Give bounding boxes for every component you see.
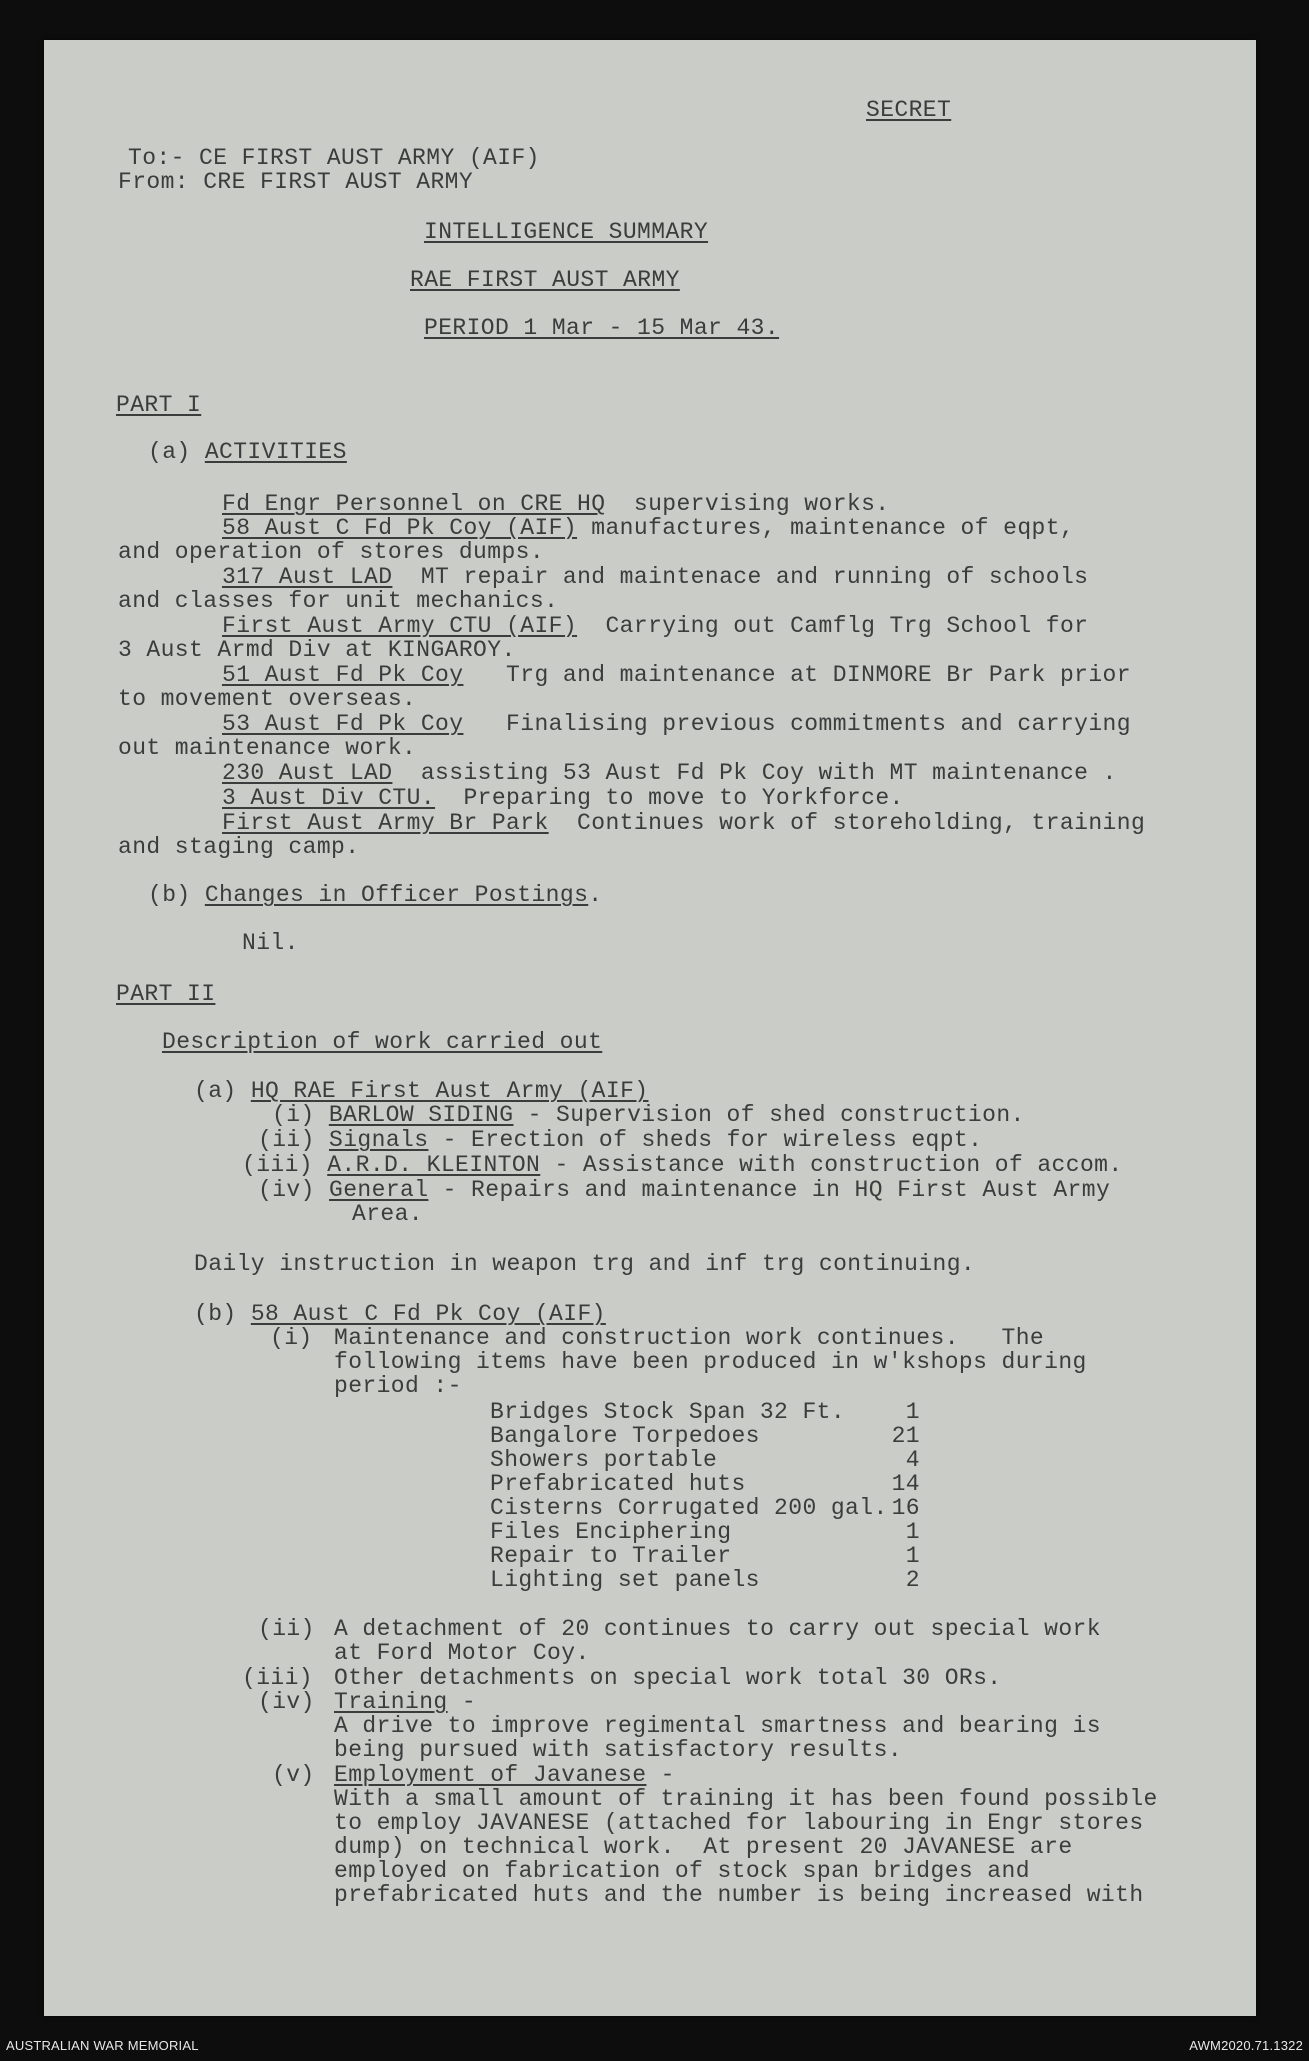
work-description-heading: Description of work carried out (162, 1029, 603, 1055)
produced-item: Files Enciphering (490, 1519, 732, 1545)
paragraph-line: dump) on technical work. At present 20 JAVANESE are (334, 1834, 1073, 1860)
hq-item: (iii) A.R.D. KLEINTON - Assistance with construction of accom. (242, 1152, 1123, 1178)
part-one-heading: PART I (116, 392, 202, 418)
produced-item: Bangalore Torpedoes (490, 1423, 760, 1449)
classification-marking: SECRET (866, 97, 952, 123)
produced-qty: 1 (905, 1543, 920, 1569)
paragraph-line: Other detachments on special work total 30 ORs. (334, 1665, 1002, 1691)
item-number: (ii) (258, 1616, 315, 1642)
from-line: From: CRE FIRST AUST ARMY (118, 169, 474, 195)
produced-item: Showers portable (490, 1447, 718, 1473)
hq-item-continuation: Area. (352, 1201, 424, 1227)
to-line: To:- CE FIRST AUST ARMY (AIF) (128, 145, 540, 171)
activity-line: 230 Aust LAD assisting 53 Aust Fd Pk Coy with MT maintenance . (222, 760, 1117, 786)
produced-qty: 14 (891, 1471, 920, 1497)
activities-heading: (a) ACTIVITIES (148, 439, 347, 465)
paragraph-line: period :- (334, 1373, 462, 1399)
produced-qty: 1 (905, 1519, 920, 1545)
item-number: (v) (272, 1762, 315, 1788)
paragraph-line: A detachment of 20 continues to carry out special work (334, 1616, 1101, 1642)
produced-item: Prefabricated huts (490, 1471, 746, 1497)
javanese-heading: Employment of Javanese - (334, 1762, 675, 1788)
produced-qty: 21 (891, 1423, 920, 1449)
item-number: (i) (270, 1325, 313, 1351)
hq-item: (i) BARLOW SIDING - Supervision of shed construction. (272, 1102, 1025, 1128)
produced-item: Bridges Stock Span 32 Ft. (490, 1399, 846, 1425)
activity-continuation: and staging camp. (118, 834, 360, 860)
produced-qty: 1 (905, 1399, 920, 1425)
activity-continuation: out maintenance work. (118, 735, 417, 761)
produced-qty: 2 (905, 1567, 920, 1593)
document-title: INTELLIGENCE SUMMARY (424, 219, 709, 245)
paragraph-line: With a small amount of training it has been found possible (334, 1786, 1158, 1812)
activity-line: 51 Aust Fd Pk Coy Trg and maintenance at DINMORE Br Park prior (222, 662, 1131, 688)
activity-line: First Aust Army CTU (AIF) Carrying out Camflg Trg School for (222, 613, 1089, 639)
produced-item: Lighting set panels (490, 1567, 760, 1593)
activity-continuation: and operation of stores dumps. (118, 539, 545, 565)
produced-item: Cisterns Corrugated 200 gal. (490, 1495, 888, 1521)
paragraph-line: at Ford Motor Coy. (334, 1640, 590, 1666)
activity-line: 53 Aust Fd Pk Coy Finalising previous commitments and carrying (222, 711, 1131, 737)
produced-qty: 4 (905, 1447, 920, 1473)
activity-line: 317 Aust LAD MT repair and maintenace and running of schools (222, 564, 1089, 590)
paragraph-line: employed on fabrication of stock span bridges and (334, 1858, 1030, 1884)
paragraph-line: being pursued with satisfactory results. (334, 1737, 903, 1763)
training-heading: Training - (334, 1689, 477, 1715)
activity-continuation: 3 Aust Armd Div at KINGAROY. (118, 637, 516, 663)
produced-qty: 16 (891, 1495, 920, 1521)
daily-instruction-text: Daily instruction in weapon trg and inf trg continuing. (194, 1251, 976, 1277)
officer-postings-heading: (b) Changes in Officer Postings. (148, 882, 603, 908)
activity-continuation: and classes for unit mechanics. (118, 588, 559, 614)
hq-item: (iv) General - Repairs and maintenance in HQ First Aust Army (258, 1177, 1111, 1203)
footer-credit: AUSTRALIAN WAR MEMORIAL (6, 2038, 199, 2053)
footer-accession-number: AWM2020.71.1322 (1189, 2038, 1303, 2053)
fd-pk-coy-heading: (b) 58 Aust C Fd Pk Coy (AIF) (194, 1301, 606, 1327)
officer-postings-text: Nil. (242, 930, 299, 956)
activity-line: 58 Aust C Fd Pk Coy (AIF) manufactures, maintenance of eqpt, (222, 515, 1075, 541)
item-number: (iv) (258, 1689, 315, 1715)
hq-rae-heading: (a) HQ RAE First Aust Army (AIF) (194, 1078, 649, 1104)
activity-continuation: to movement overseas. (118, 686, 417, 712)
produced-item: Repair to Trailer (490, 1543, 732, 1569)
document-subtitle: RAE FIRST AUST ARMY (410, 267, 680, 293)
paragraph-line: following items have been produced in w'kshops during (334, 1349, 1087, 1375)
activity-line: 3 Aust Div CTU. Preparing to move to Yorkforce. (222, 785, 904, 811)
activity-line: First Aust Army Br Park Continues work of storeholding, training (222, 810, 1146, 836)
paragraph-line: prefabricated huts and the number is being increased with (334, 1882, 1144, 1908)
document-page (44, 40, 1256, 2016)
period-line: PERIOD 1 Mar - 15 Mar 43. (424, 315, 780, 341)
paragraph-line: A drive to improve regimental smartness and bearing is (334, 1713, 1101, 1739)
part-two-heading: PART II (116, 981, 216, 1007)
item-number: (iii) (242, 1665, 314, 1691)
activity-line: Fd Engr Personnel on CRE HQ supervising works. (222, 491, 890, 517)
paragraph-line: Maintenance and construction work continues. The (334, 1325, 1045, 1351)
paragraph-line: to employ JAVANESE (attached for labouring in Engr stores (334, 1810, 1144, 1836)
hq-item: (ii) Signals - Erection of sheds for wireless eqpt. (258, 1127, 983, 1153)
